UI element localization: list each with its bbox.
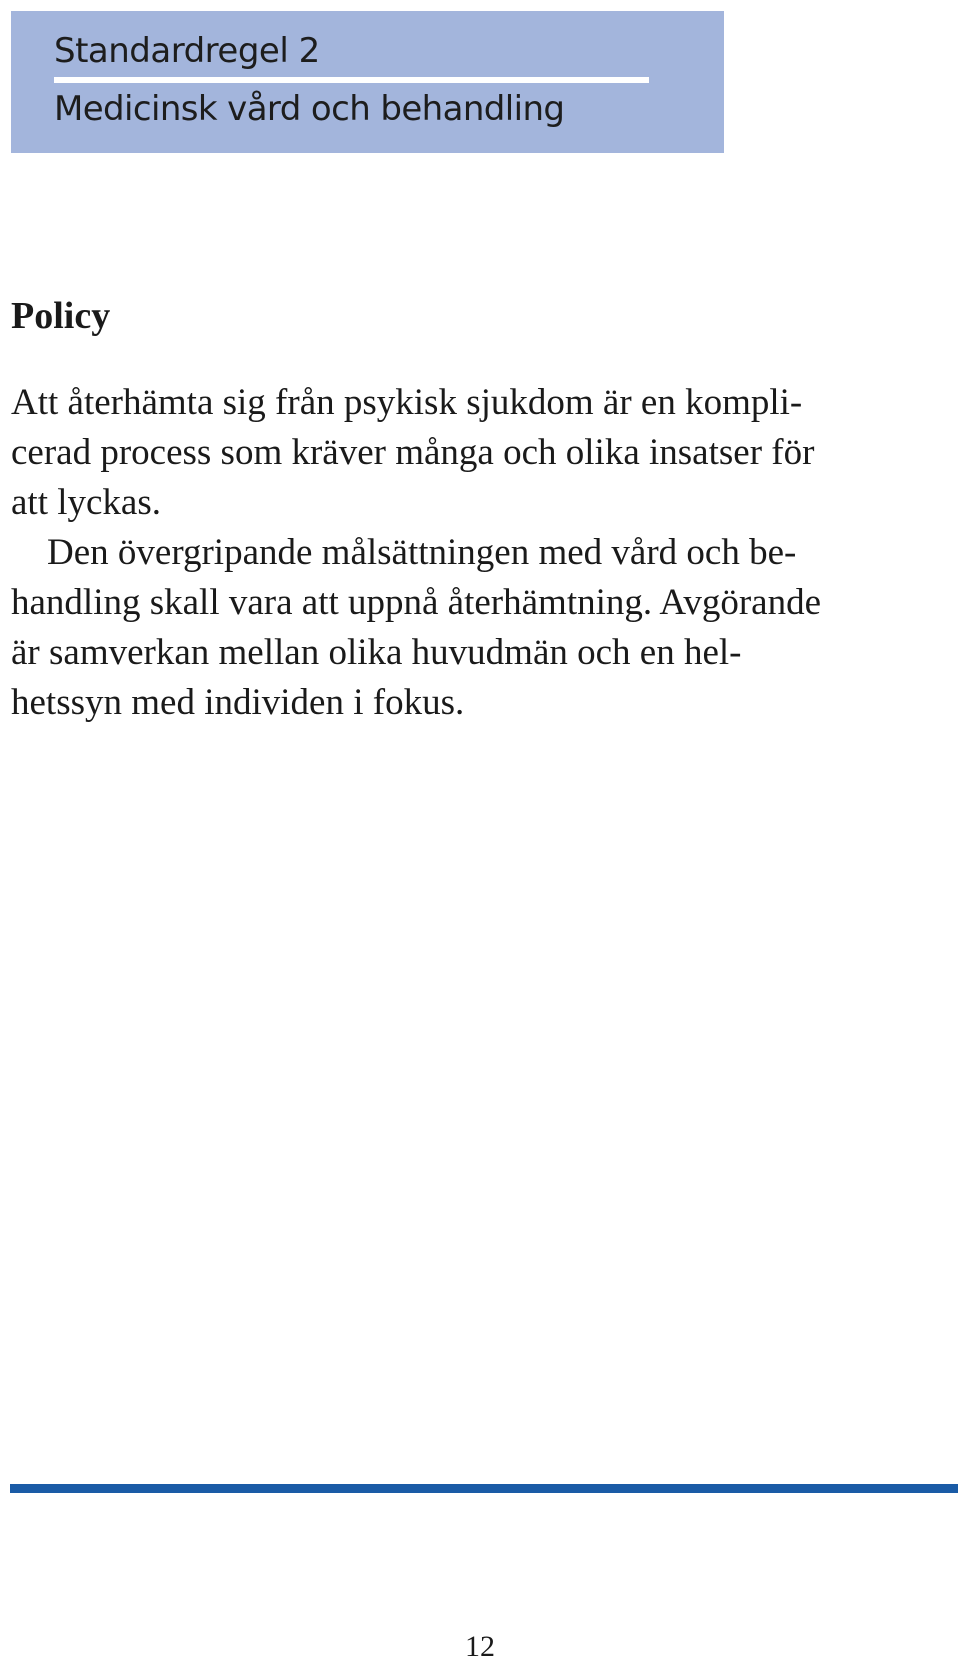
body-line: är samverkan mellan olika huvudmän och en hel- (11, 632, 742, 673)
policy-body (11, 378, 959, 728)
body-line: handling skall vara att uppnå återhämtning. Avgörande (11, 582, 821, 623)
header-divider (54, 77, 649, 83)
body-line: Att återhämta sig från psykisk sjukdom är en kompli- (11, 382, 803, 423)
body-line: cerad process som kräver många och olika insatser för (11, 432, 815, 473)
body-line: hetssyn med individen i fokus. (11, 682, 465, 723)
footer-divider (10, 1484, 958, 1493)
page-number: 12 (465, 1630, 495, 1663)
standard-rule-label: Standardregel 2 (54, 31, 320, 71)
section-heading: Policy (11, 295, 111, 337)
body-line: att lyckas. (11, 482, 162, 523)
header-banner (11, 11, 724, 153)
standard-rule-topic: Medicinsk vård och behandling (54, 89, 565, 129)
body-line: Den övergripande målsättningen med vård och be- (47, 532, 797, 573)
